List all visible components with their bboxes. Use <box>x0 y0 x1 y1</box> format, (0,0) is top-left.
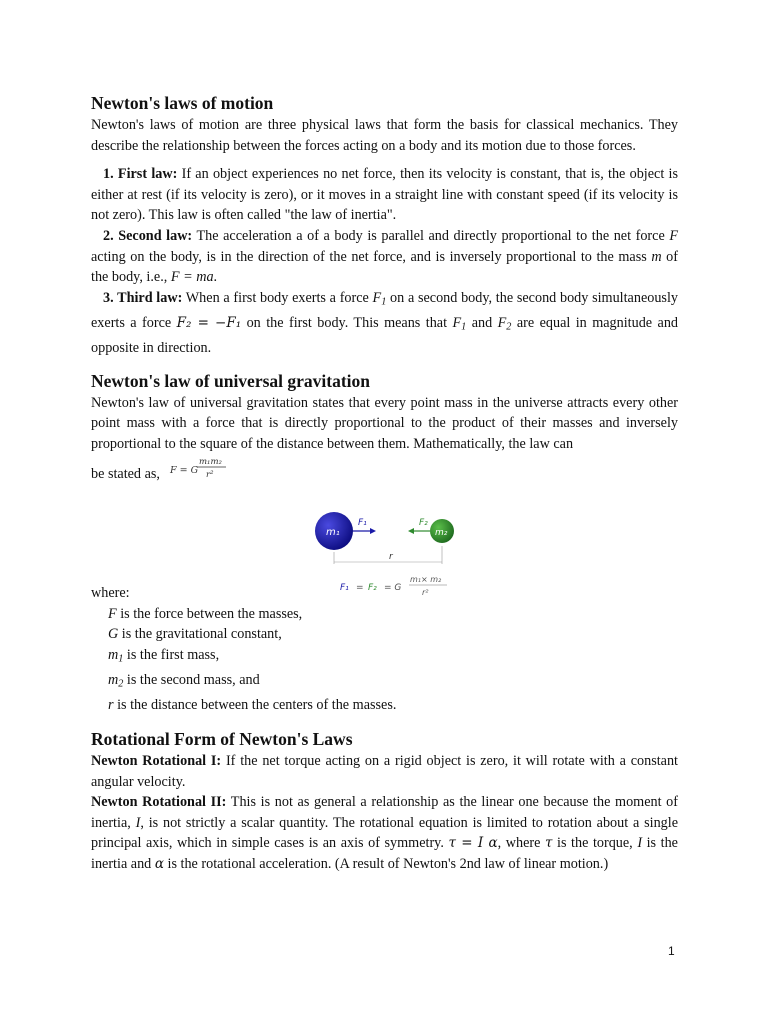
eq-equals-g: = G <box>384 583 402 593</box>
third-law-item: 3. Third law: When a first body exerts a force $F_1$ on a second body, the second body simultaneously exerts a force F₂ = −F₁ on the first body. This means that $F_1$ and $F_2$ are equal in magnitude and opposite in direction. <box>91 289 679 357</box>
third-law-label: 3. Third law: <box>103 289 183 306</box>
gravitation-formula <box>168 456 230 487</box>
formula-lhs: F = G <box>169 465 198 477</box>
where-label: where: <box>91 585 130 601</box>
eq-numerator: m₁× m₂ <box>410 575 442 584</box>
page-number: 1 <box>668 944 675 958</box>
rotational-equation: τ = I α <box>448 835 498 852</box>
rotational-law-2: Newton Rotational II: This is not as general a relationship as the linear one because the moment of inertia, I, is not strictly a scalar quantity. The rotational equation is limited to rotation about a single principal axis, which in simple cases is an axis of symmetry. τ = I α, where τ is the torque, I is the inertia and α is the rotational acceleration. (A result of Newton's 2nd law of linear motion.) <box>91 794 678 872</box>
third-law-equation: F₂ = −F₁ <box>176 314 242 331</box>
first-law-item: 1. First law: If an object experiences no net force, then its velocity is constant, that is, the object is either at rest (if its velocity is zero), or it moves in a straight line with constant speed (if its velocity is not zero). This law is often called "the law of inertia". <box>91 166 678 224</box>
rotational-law-1-label: Newton Rotational I: <box>91 753 222 769</box>
distance-label: r <box>389 552 393 562</box>
eq-denominator: r² <box>422 588 429 597</box>
mass-2-label: m₂ <box>435 528 448 538</box>
definition-list <box>91 604 678 716</box>
where-definitions <box>91 583 678 716</box>
definition-item: F is the force between the masses, <box>108 605 303 622</box>
second-law-label: 2. Second law: <box>103 227 193 244</box>
force-1-label: F₁ <box>358 518 367 528</box>
first-law-label: 1. First law: <box>103 166 178 183</box>
stated-as-line: be stated as, F = G m₁m₂ r² <box>91 456 678 487</box>
definition-item: r is the distance between the centers of the masses. <box>108 697 397 714</box>
rotational-law-2-label: Newton Rotational II: <box>91 794 227 811</box>
second-law-item: 2. Second law: The acceleration a of a body is parallel and directly proportional to the net force F acting on the body, is in the direction of the net force, and is inversely proportional to the mass m of the body, i.e., F = ma. <box>91 227 678 286</box>
formula-denominator: r² <box>205 470 213 481</box>
eq-f1: F₁ <box>340 583 349 593</box>
section-laws-of-motion <box>91 92 678 487</box>
definition-item: $m_2$ is the second mass, and <box>108 671 260 690</box>
section-title-rotational: Rotational Form of Newton's Laws <box>91 729 353 749</box>
eq-f2: F₂ <box>368 583 377 593</box>
mass-1-label: m₁ <box>326 527 340 538</box>
definition-item: G is the gravitational constant, <box>108 626 282 643</box>
formula-numerator: m₁m₂ <box>198 457 222 468</box>
section-title-laws-of-motion: Newton's laws of motion <box>91 93 274 113</box>
force-2-label: F₂ <box>419 518 428 528</box>
gravitation-paragraph: Newton's law of universal gravitation states that every point mass in the universe attracts every other point mass with a force that is directly proportional to the product of their masses and inversely proportional to the square of the distance between them. Mathematically, the law can <box>91 394 678 452</box>
definition-item: $m_1$ is the first mass, <box>108 646 220 665</box>
rotational-law-1: Newton Rotational I: If the net torque acting on a rigid object is zero, it will rotate with a constant angular velocity. <box>91 753 678 790</box>
section-rotational <box>91 728 678 875</box>
eq-equals-1: = <box>356 583 364 593</box>
section-gravitation <box>91 370 678 487</box>
laws-intro-paragraph: Newton's laws of motion are three physical laws that form the basis for classical mechanics. They describe the relationship between the forces acting on a body and its motion due to those forces. <box>91 117 678 154</box>
second-law-equation: F = ma <box>170 269 214 286</box>
section-title-gravitation: Newton's law of universal gravitation <box>91 370 371 391</box>
